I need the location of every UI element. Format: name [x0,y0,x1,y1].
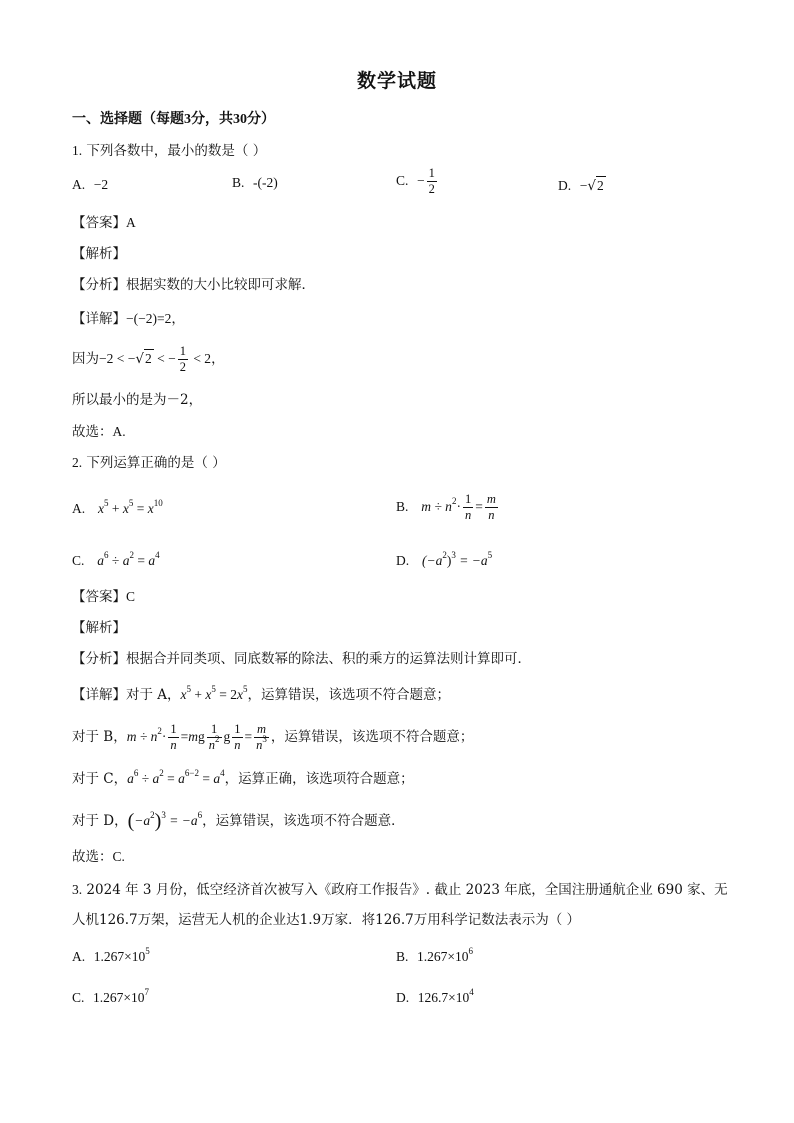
q1-detail: 【详解】−(−2)=2， [72,311,185,327]
q2-option-c: C. $a^6 \div a^2 = a^4$ [72,550,160,568]
q3-stem-line2: 人机126.7万架，运营无人机的企业达1.9万家．将126.7万用科学记数法表示为（ ） [72,912,581,928]
q2-stem: 2. 下列运算正确的是（ ） [72,455,226,471]
q1-fenxi: 【分析】根据实数的大小比较即可求解． [72,277,315,293]
section-heading: 一、选择题（每题3分，共30分） [72,111,275,127]
q2-option-a: A. $x^5 + x^5 = x^{10}$ [72,498,163,516]
q1-because: 因为−2 < −√2 < − $\frac{1}{2}$ < 2， [72,344,225,374]
q1-option-b: B. -(-2) [232,175,278,190]
q3-option-a: A. $1.267\times 10^5$ [72,946,150,964]
q1-so: 所以最小的是为－2， [72,392,203,408]
q1-option-d: D. −√2 [558,178,604,194]
q3-option-b: B. $1.267\times 10^6$ [396,946,473,964]
q1-c-fraction: $\frac{1}{2}$ [428,166,435,196]
q1-choice: 故选：A. [72,424,126,440]
q2-option-b: B. $m \div n^2\cdot$ $\frac{1}{n}$ = $\frac{m}{n}$ [396,492,496,522]
q1-option-c: C. − $\frac{1}{2}$ [396,166,435,196]
q2-detail-b: 对于 B，$m \div n^2\cdot$ $\frac{1}{n}$ =mg $\frac{1}{n^2}$ g $\frac{1}{n}$ = $\frac{m}{n^3}$ ，运算错误，该选项不符合题意； [72,722,474,752]
q2-option-d: D. $(-a^2)^3 = -a^5$ [396,550,493,568]
q3-option-d: D. $126.7\times 10^4$ [396,987,474,1005]
q2-answer: 【答案】C [72,589,136,605]
q2-b-fraction-2: $\frac{m}{n}$ [486,492,496,522]
q3-option-c: C. $1.267\times 10^7$ [72,987,149,1005]
q2-fenxi: 【分析】根据合并同类项、同底数幂的除法、积的乘方的运算法则计算即可． [72,651,531,667]
page-title: 数学试题 [356,70,437,92]
q2-choice: 故选：C. [72,849,125,865]
q2-detail-c: 对于 C，$a^6 \div a^2 = a^{6-2} = a^4$，运算正确，该选项符合题意； [72,768,414,787]
q2-detail-a: 【详解】对于 A，$x^5 + x^5 = 2x^5$，运算错误，该选项不符合题意； [72,684,451,703]
q3-stem-line1: 3. 2024 年 3 月份，低空经济首次被写入《政府工作报告》. 截止 2023 年底，全国注册通航企业 690 家、无 [72,882,728,898]
q2-analysis-label: 【解析】 [72,620,126,636]
q1-answer: 【答案】A [72,215,136,231]
q1-chain-fraction: $\frac{1}{2}$ [179,344,186,374]
q1-option-a: A. −2 [72,177,109,192]
q2-b-fraction-1: $\frac{1}{n}$ [464,492,472,522]
q1-stem: 1. 下列各数中，最小的数是（ ） [72,143,267,159]
q2-detail-d: 对于 D，$(-a^2)^3 = -a^6$，运算错误，该选项不符合题意． [72,810,405,832]
q1-analysis-label: 【解析】 [72,246,126,262]
